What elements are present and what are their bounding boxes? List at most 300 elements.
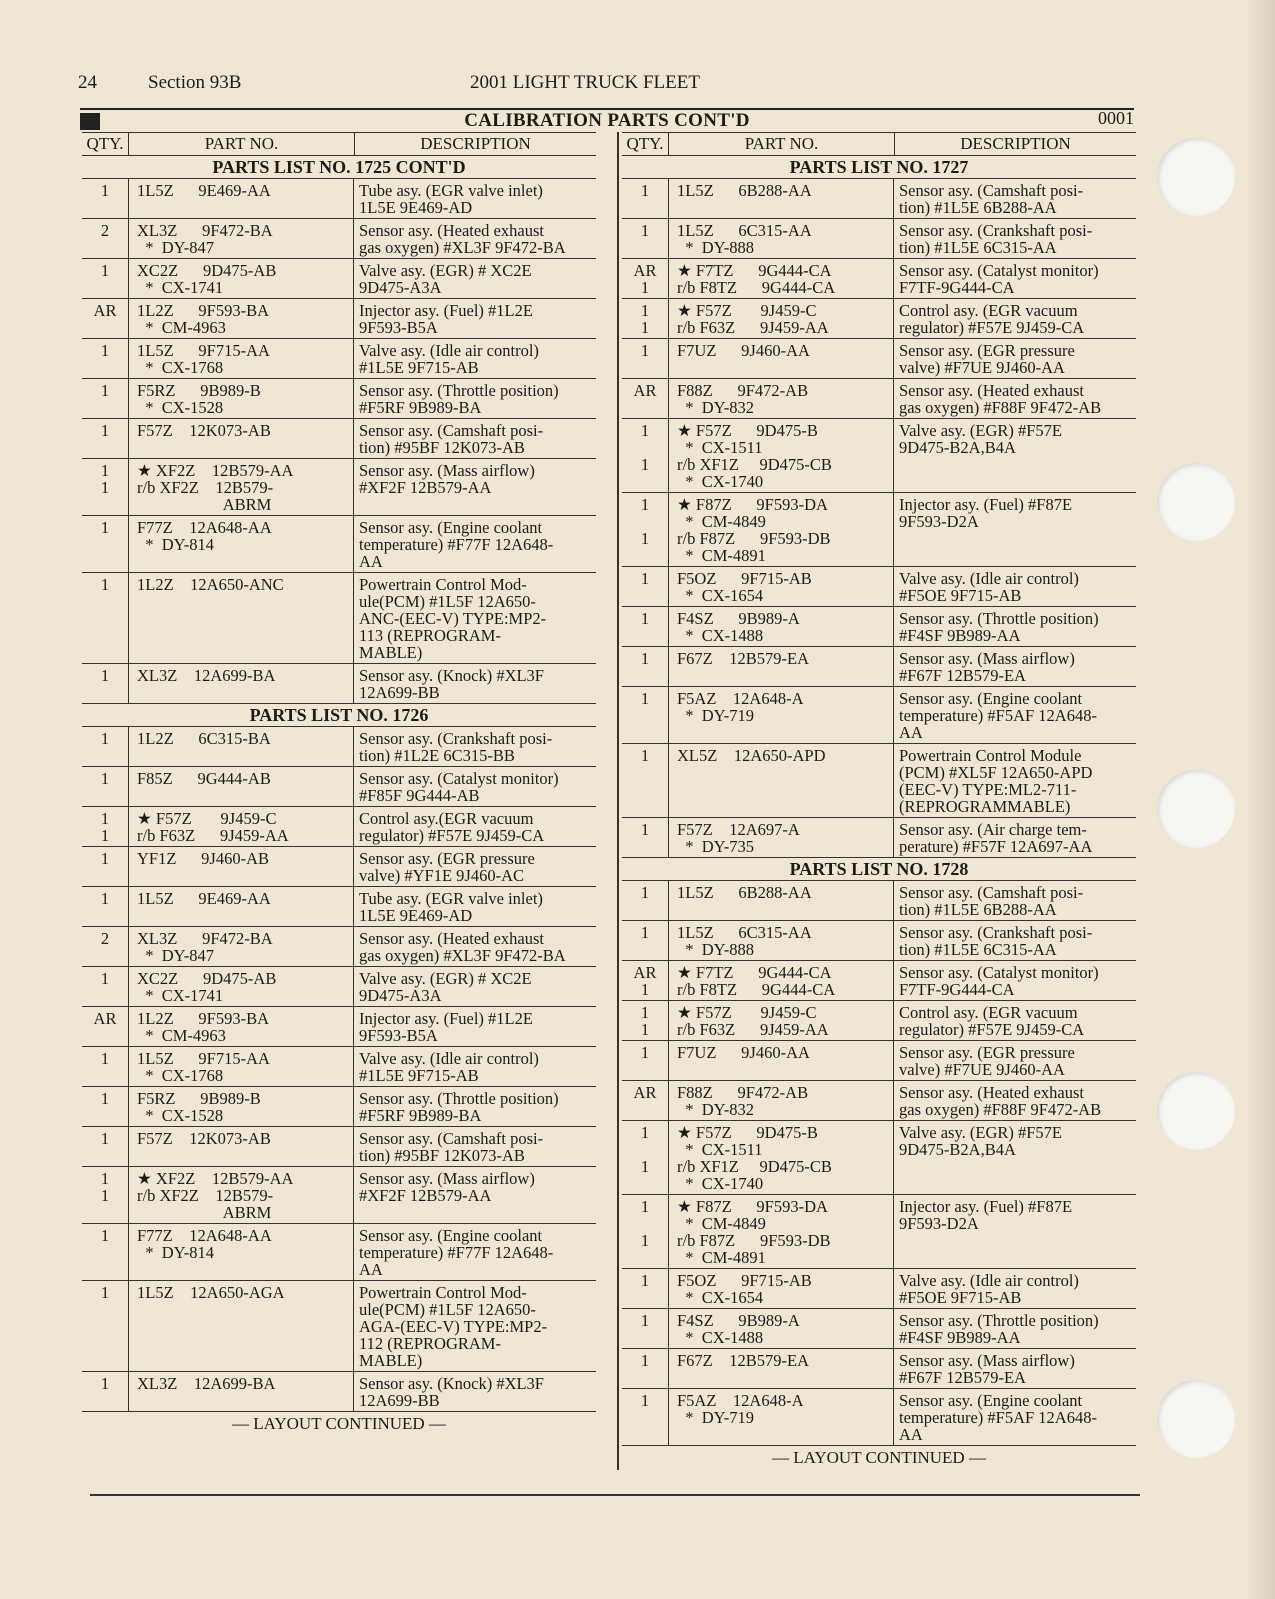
section-label: Section 93B [148,72,242,93]
description-cell-line: valve) #F7UE 9J460-AA [899,1060,1065,1079]
qty-cell-line: 1 [100,341,110,360]
qty-cell [622,921,669,960]
description-cell [354,516,596,572]
qty-cell-line [622,399,668,416]
table-row [82,516,596,573]
description-cell-line: Sensor asy. (Heated exhaust [359,929,544,948]
qty-cell-line: 1 [100,261,110,280]
description-cell-line: ANC-(EEC-V) TYPE:MP2- [359,609,547,628]
parts-list-title: PARTS LIST NO. 1725 CONT'D [82,156,596,179]
part-number-cell-line: ★ F57Z 9J459-C [137,809,277,828]
table-row [82,1087,596,1127]
part-number-cell-line: 1L5Z 6B288-AA [677,181,812,200]
description-cell-line: temperature) #F5AF 12A648- [899,706,1097,725]
part-number-cell-line: F77Z 12A648-AA [137,518,272,537]
part-number-cell [129,1224,354,1280]
description-cell-line: 12A699-BB [359,1391,440,1410]
description-cell [354,1087,596,1126]
qty-cell-line [82,987,128,1004]
description-cell-line: #XF2F 12B579-AA [359,1186,492,1205]
table-row [82,847,596,887]
qty-cell-line [82,536,128,553]
qty-cell-line [82,1244,128,1261]
qty-cell-line: AR [633,261,657,280]
description-cell [354,847,596,886]
description-cell-line: 9F593-D2A [899,1214,979,1233]
qty-cell-line: 1 [640,1311,650,1330]
part-number-cell-line: r/b XF2Z 12B579- [137,1186,274,1205]
description-cell-line: Sensor asy. (Engine coolant [899,689,1083,708]
description-cell [894,567,1136,606]
part-number-cell-line: * DY-888 [677,940,754,959]
table-row [82,419,596,459]
qty-cell [622,1349,669,1388]
description-cell-line: #1L5E 9F715-AB [359,1066,479,1085]
part-number-cell-line: F7UZ 9J460-AA [677,1043,810,1062]
qty-cell-line: 1 [640,529,650,548]
part-number-cell [669,1041,894,1080]
part-number-cell-line: 1L2Z 9F593-BA [137,301,269,320]
part-number-cell-line: * CX-1488 [677,626,764,645]
qty-cell-line [82,1318,128,1335]
table-row [82,1224,596,1281]
part-number-cell-line: F4SZ 9B989-A [677,609,800,628]
description-cell [894,687,1136,743]
table-row [622,921,1136,961]
description-cell-line: #F85F 9G444-AB [359,786,480,805]
qty-cell-line [622,547,668,564]
qty-cell-line: 1 [640,221,650,240]
table-row [622,1349,1136,1389]
description-cell [354,1281,596,1371]
qty-cell-line [82,1335,128,1352]
qty-cell-line [622,1369,668,1386]
description-cell-line: temperature) #F77F 12A648- [359,1243,554,1262]
qty-cell-line: 1 [640,609,650,628]
description-cell-line: Sensor asy. (Catalyst monitor) [359,769,559,788]
part-number-cell-line: F77Z 12A648-AA [137,1226,272,1245]
description-cell-line: Valve asy. (EGR) # XC2E [359,969,532,988]
description-cell-line: #F5RF 9B989-BA [359,398,482,417]
part-no-header: PART NO. [669,133,895,155]
description-cell-line: #F67F 12B579-EA [899,666,1026,685]
qty-cell-line [622,513,668,530]
part-number-cell-line: * CM-4891 [677,546,766,565]
description-cell-line: Injector asy. (Fuel) #F87E [899,1197,1073,1216]
column-divider [617,132,619,1470]
part-number-cell [669,1195,894,1268]
qty-cell-line [622,1409,668,1426]
description-cell-line: Sensor asy. (Heated exhaust [899,1083,1084,1102]
qty-cell-line: AR [633,381,657,400]
part-number-cell-line: * DY-832 [677,1100,754,1119]
part-number-cell [669,647,894,686]
part-number-cell [129,1127,354,1166]
description-cell [354,179,596,218]
description-cell-line: Sensor asy. (Mass airflow) [899,649,1075,668]
description-cell-line: ule(PCM) #1L5F 12A650- [359,1300,536,1319]
part-number-cell-line: * CM-4849 [677,512,766,531]
description-cell [894,744,1136,817]
binder-hole [1157,770,1235,848]
qty-cell-line: 1 [100,478,110,497]
description-cell-line: 9F593-B5A [359,318,438,337]
qty-cell-line [622,439,668,456]
description-cell [894,1309,1136,1348]
part-number-cell-line: r/b F8TZ 9G444-CA [677,980,836,999]
qty-cell [82,516,129,572]
description-cell-line: #F4SF 9B989-AA [899,626,1021,645]
table-row [82,1127,596,1167]
description-cell-line: Tube asy. (EGR valve inlet) [359,181,543,200]
part-number-cell-line: F85Z 9G444-AB [137,769,271,788]
part-number-cell-line: 1L5Z 9E469-AA [137,181,271,200]
qty-cell-line [82,319,128,336]
part-number-cell [669,567,894,606]
table-row [622,961,1136,1001]
description-cell-line: (EEC-V) TYPE:ML2-711- [899,780,1077,799]
part-number-cell-line: * CX-1511 [677,1140,763,1159]
description-cell [894,419,1136,492]
qty-cell [82,1372,129,1411]
qty-cell [622,818,669,857]
description-cell-line: Control asy. (EGR vacuum [899,1003,1078,1022]
qty-cell-line: AR [93,1009,117,1028]
qty-cell-line [82,279,128,296]
qty-cell-line: 1 [100,809,110,828]
qty-cell [82,1007,129,1046]
part-number-cell-line: F88Z 9F472-AB [677,381,809,400]
description-cell [894,179,1136,218]
description-cell [354,299,596,338]
qty-cell [82,573,129,663]
part-number-cell [129,516,354,572]
description-cell [354,1372,596,1411]
description-cell-line: 9D475-A3A [359,986,442,1005]
part-number-cell [129,1281,354,1371]
part-number-cell-line: F5OZ 9F715-AB [677,1271,812,1290]
description-cell-line: Sensor asy. (Camshaft posi- [359,1129,544,1148]
part-number-cell [669,299,894,338]
qty-cell [82,259,129,298]
description-cell-line: Sensor asy. (Engine coolant [359,1226,543,1245]
part-number-cell [129,419,354,458]
description-cell-line: 1L5E 9E469-AD [359,906,473,925]
qty-cell-line: 1 [640,923,650,942]
qty-cell-line: 1 [640,883,650,902]
description-cell-line: Sensor asy. (Camshaft posi- [359,421,544,440]
table-row [622,1121,1136,1195]
part-number-cell [129,259,354,298]
description-cell [894,1041,1136,1080]
qty-cell-line [622,1329,668,1346]
qty-cell-line [622,1249,668,1266]
description-cell-line: 112 (REPROGRAM- [359,1334,501,1353]
qty-cell-line: 1 [100,575,110,594]
parts-list-title: PARTS LIST NO. 1727 [622,156,1136,179]
description-cell-line: (REPROGRAMMABLE) [899,797,1071,816]
qty-cell-line: 1 [100,1169,110,1188]
part-number-cell-line: r/b F87Z 9F593-DB [677,1231,831,1250]
description-cell-line: Sensor asy. (Camshaft posi- [899,883,1084,902]
table-row [82,219,596,259]
part-number-cell [669,339,894,378]
part-number-cell-line: * DY-719 [677,1408,754,1427]
description-cell [894,1081,1136,1120]
description-cell-line: Valve asy. (EGR) #F57E [899,421,1062,440]
table-row [82,767,596,807]
qty-cell [622,1081,669,1120]
qty-cell-line [82,1204,128,1221]
qty-cell-line [82,1261,128,1278]
part-number-cell-line: r/b XF2Z 12B579- [137,478,274,497]
qty-cell [82,967,129,1006]
qty-cell [82,727,129,766]
description-cell-line: Powertrain Control Module [899,746,1082,765]
qty-cell-line [82,947,128,964]
part-number-cell-line: * CX-1741 [137,278,224,297]
description-cell [894,493,1136,566]
qty-cell [82,459,129,515]
description-cell [354,573,596,663]
qty-cell-line: 1 [640,1157,650,1176]
qty-cell-line [82,1392,128,1409]
part-number-cell-line: r/b F63Z 9J459-AA [677,1020,829,1039]
part-number-cell-line: F7UZ 9J460-AA [677,341,810,360]
qty-cell-line: 1 [100,849,110,868]
binder-hole [1157,463,1235,541]
table-row [82,459,596,516]
qty-cell [622,1195,669,1268]
qty-cell-line [82,1027,128,1044]
description-cell-line: Sensor asy. (Air charge tem- [899,820,1087,839]
part-number-cell-line: * CX-1740 [677,472,764,491]
table-row [622,607,1136,647]
part-number-cell [129,459,354,515]
qty-cell-line [82,199,128,216]
qty-cell-line: 1 [100,969,110,988]
description-cell-line: 12A699-BB [359,683,440,702]
part-number-cell [129,967,354,1006]
parts-list-title: PARTS LIST NO. 1726 [82,704,596,727]
qty-cell-line [82,907,128,924]
part-number-cell-line: 1L5Z 9F715-AA [137,1049,270,1068]
description-cell-line: perature) #F57F 12A697-AA [899,837,1093,856]
qty-cell-line [82,439,128,456]
qty-cell-line [82,627,128,644]
page-header [78,72,1138,102]
part-number-cell-line: * DY-847 [137,238,214,257]
part-number-cell-line: * CX-1741 [137,986,224,1005]
table-row [82,1007,596,1047]
part-number-cell [129,1087,354,1126]
qty-cell-line: 1 [640,278,650,297]
part-number-cell-line: * CM-4849 [677,1214,766,1233]
description-cell-line: valve) #F7UE 9J460-AA [899,358,1065,377]
part-number-cell-line: r/b XF1Z 9D475-CB [677,455,832,474]
part-number-cell-line: ★ F57Z 9J459-C [677,1003,817,1022]
description-cell [894,818,1136,857]
part-number-cell-line: F5AZ 12A648-A [677,1391,804,1410]
table-row [82,1167,596,1224]
qty-cell-line: 1 [640,301,650,320]
qty-cell-line: 1 [640,980,650,999]
part-number-cell [129,379,354,418]
description-cell-line: Valve asy. (Idle air control) [899,1271,1079,1290]
part-number-cell-line: XL3Z 12A699-BA [137,666,276,685]
qty-cell-line [82,1301,128,1318]
qty-cell [82,807,129,846]
part-number-cell [669,687,894,743]
part-number-cell [129,927,354,966]
description-cell [354,664,596,703]
description-cell-line: Valve asy. (EGR) #F57E [899,1123,1062,1142]
qty-cell-line [622,1215,668,1232]
part-number-cell [129,767,354,806]
part-number-cell [129,219,354,258]
description-cell-line: Injector asy. (Fuel) #F87E [899,495,1073,514]
description-cell-line: #F5OE 9F715-AB [899,586,1022,605]
description-cell-line: F7TF-9G444-CA [899,278,1015,297]
description-cell [894,379,1136,418]
description-cell [354,807,596,846]
table-row [622,1269,1136,1309]
table-row [82,339,596,379]
table-row [622,881,1136,921]
qty-cell-line [82,359,128,376]
qty-cell-line: 1 [100,1089,110,1108]
part-number-cell [669,1081,894,1120]
qty-cell-line [622,941,668,958]
table-row [82,259,596,299]
table-row [622,1081,1136,1121]
qty-cell [622,607,669,646]
description-cell-line: Powertrain Control Mod- [359,1283,527,1302]
qty-cell-line: 1 [640,1003,650,1022]
qty-cell-line [622,473,668,490]
part-number-cell-line: r/b F87Z 9F593-DB [677,529,831,548]
qty-cell [622,567,669,606]
table-row [82,887,596,927]
description-cell [894,1389,1136,1445]
table-row [82,573,596,664]
table-row [82,179,596,219]
part-number-cell-line: 1L2Z 6C315-BA [137,729,271,748]
part-no-header: PART NO. [129,133,355,155]
part-number-cell-line: ★ F87Z 9F593-DA [677,1197,828,1216]
description-cell-line: Sensor asy. (Throttle position) [359,381,559,400]
qty-cell-line [82,239,128,256]
qty-cell [622,1041,669,1080]
qty-cell-line [82,644,128,661]
description-cell [894,881,1136,920]
part-number-cell-line: * DY-814 [137,535,214,554]
part-number-cell [669,881,894,920]
qty-cell [82,1087,129,1126]
qty-cell-line: 1 [640,649,650,668]
part-number-cell [669,259,894,298]
part-number-cell-line: ★ F57Z 9J459-C [677,301,817,320]
table-row [82,1047,596,1087]
part-number-cell-line: F5RZ 9B989-B [137,1089,261,1108]
description-cell-line: Sensor asy. (Knock) #XL3F [359,1374,544,1393]
part-number-cell-line: ★ F7TZ 9G444-CA [677,963,832,982]
part-number-cell-line: F4SZ 9B989-A [677,1311,800,1330]
part-number-cell [669,1001,894,1040]
description-cell-line: Sensor asy. (Catalyst monitor) [899,261,1099,280]
part-number-cell-line: ★ XF2Z 12B579-AA [137,461,294,480]
binder-hole [1157,1072,1235,1150]
table-row [82,807,596,847]
table-row [622,299,1136,339]
part-number-cell [669,1269,894,1308]
qty-cell-line: 1 [100,1283,110,1302]
description-cell-line: regulator) #F57E 9J459-CA [899,318,1085,337]
qty-cell [622,493,669,566]
part-number-cell-line: * CX-1740 [677,1174,764,1193]
qty-cell-line: AR [633,1083,657,1102]
qty-cell-line: 1 [100,518,110,537]
part-number-cell [129,727,354,766]
part-number-cell [129,1372,354,1411]
part-number-cell [669,493,894,566]
qty-cell-line: 1 [640,689,650,708]
qty-cell-line: 1 [640,455,650,474]
qty-cell [622,744,669,817]
qty-cell-line: 1 [640,1123,650,1142]
description-cell-line: 9F593-D2A [899,512,979,531]
part-number-cell-line: F88Z 9F472-AB [677,1083,809,1102]
part-number-cell [129,299,354,338]
part-number-cell-line: XL3Z 9F472-BA [137,929,273,948]
part-number-cell-line: * DY-847 [137,946,214,965]
description-cell [894,1121,1136,1194]
part-number-cell [129,847,354,886]
part-number-cell-line: F67Z 12B579-EA [677,649,809,668]
description-cell-line: tion) #1L5E 6C315-AA [899,940,1057,959]
description-cell-line: Sensor asy. (Engine coolant [899,1391,1083,1410]
part-number-cell-line: * CM-4963 [137,318,226,337]
qty-cell-line [622,1426,668,1443]
qty-cell-line: 1 [100,826,110,845]
description-cell-line: regulator) #F57E 9J459-CA [899,1020,1085,1039]
qty-cell-line: 1 [640,569,650,588]
description-cell-line: Sensor asy. (Camshaft posi- [899,181,1084,200]
part-number-cell [129,1167,354,1223]
qty-cell-line: 1 [640,1231,650,1250]
part-number-cell [129,1007,354,1046]
qty-cell-line [82,553,128,570]
description-cell-line: Sensor asy. (Mass airflow) [359,461,535,480]
description-cell-line: Valve asy. (EGR) # XC2E [359,261,532,280]
part-number-cell [669,744,894,817]
part-number-cell [669,1349,894,1388]
description-cell-line: Sensor asy. (Mass airflow) [359,1169,535,1188]
qty-cell-line: 1 [100,421,110,440]
qty-cell [82,767,129,806]
description-cell-line: Valve asy. (Idle air control) [359,1049,539,1068]
part-number-cell [129,573,354,663]
publication-title: 2001 LIGHT TRUCK FLEET [470,72,700,93]
description-cell-line: Sensor asy. (EGR pressure [899,1043,1075,1062]
qty-cell-line: 1 [640,181,650,200]
qty-cell-line: 1 [640,1351,650,1370]
part-number-cell-line: F57Z 12K073-AB [137,1129,271,1148]
description-cell-line: 9D475-A3A [359,278,442,297]
description-cell [894,1349,1136,1388]
description-cell [354,727,596,766]
table-row [622,687,1136,744]
